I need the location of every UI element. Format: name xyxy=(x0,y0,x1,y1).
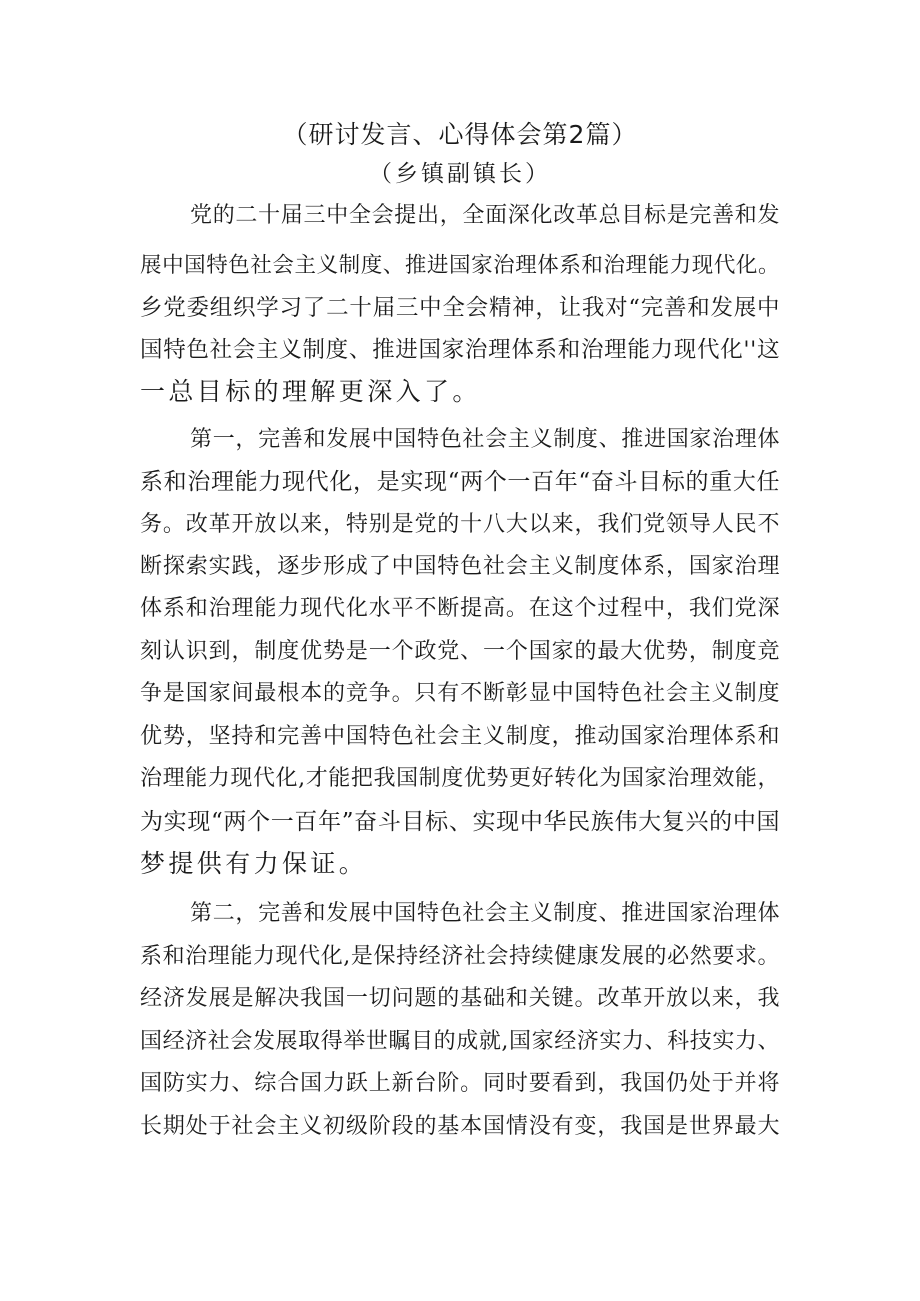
paragraph-line: 经济发展是解决我国一切问题的基础和关键。改革开放以来，我 xyxy=(140,986,780,1011)
paragraph-line: 国特色社会主义制度、推进国家治理体系和治理能力现代化''这 xyxy=(140,337,780,363)
paragraph-line: 刻认识到，制度优势是一个政党、一个国家的最大优势，制度竞 xyxy=(140,639,780,664)
document-subtitle: （乡镇副镇长） xyxy=(369,161,551,187)
paragraph-line: 长期处于社会主义初级阶段的基本国情没有变，我国是世界最大 xyxy=(140,1114,780,1139)
paragraph-line: 为实现“两个一百年”奋斗目标、实现中华民族伟大复兴的中国 xyxy=(140,809,780,835)
paragraph-line: 第一，完善和发展中国特色社会主义制度、推进国家治理体 xyxy=(190,427,780,452)
paragraph-line: 国防实力、综合国力跃上新台阶。同时要看到，我国仍处于并将 xyxy=(140,1071,780,1096)
paragraph-line: 一总目标的理解更深入了。 xyxy=(140,377,481,406)
paragraph-line: 梦提供有力保证。 xyxy=(140,849,368,878)
paragraph-line: 争是国家间最根本的竞争。只有不断彰显中国特色社会主义制度 xyxy=(140,681,780,706)
paragraph-line: 断探索实践，逐步形成了中国特色社会主义制度体系，国家治理 xyxy=(140,554,780,579)
paragraph-line: 国经济社会发展取得举世瞩目的成就,国家经济实力、科技实力、 xyxy=(140,1029,780,1054)
paragraph-line: 务。改革开放以来，特别是党的十八大以来，我们党领导人民不 xyxy=(140,512,780,537)
paragraph-line: 体系和治理能力现代化水平不断提高。在这个过程中，我们党深 xyxy=(140,596,780,621)
paragraph-line: 系和治理能力现代化,是保持经济社会持续健康发展的必然要求。 xyxy=(140,944,780,969)
paragraph-line: 展中国特色社会主义制度、推进国家治理体系和治理能力现代化。 xyxy=(140,253,780,278)
paragraph-line: 乡党委组织学习了二十届三中全会精神，让我对“完善和发展中 xyxy=(140,295,780,321)
paragraph-line: 治理能力现代化,才能把我国制度优势更好转化为国家治理效能， xyxy=(140,766,780,791)
paragraph-line: 系和治理能力现代化，是实现“两个一百年“奋斗目标的重大任 xyxy=(140,469,780,495)
paragraph-line: 优势，坚持和完善中国特色社会主义制度，推动国家治理体系和 xyxy=(140,724,780,749)
document-title: （研讨发言、心得体会第2篇） xyxy=(282,120,638,149)
paragraph-line: 党的二十届三中全会提出，全面深化改革总目标是完善和发 xyxy=(190,203,780,228)
paragraph-line: 第二，完善和发展中国特色社会主义制度、推进国家治理体 xyxy=(190,901,780,926)
